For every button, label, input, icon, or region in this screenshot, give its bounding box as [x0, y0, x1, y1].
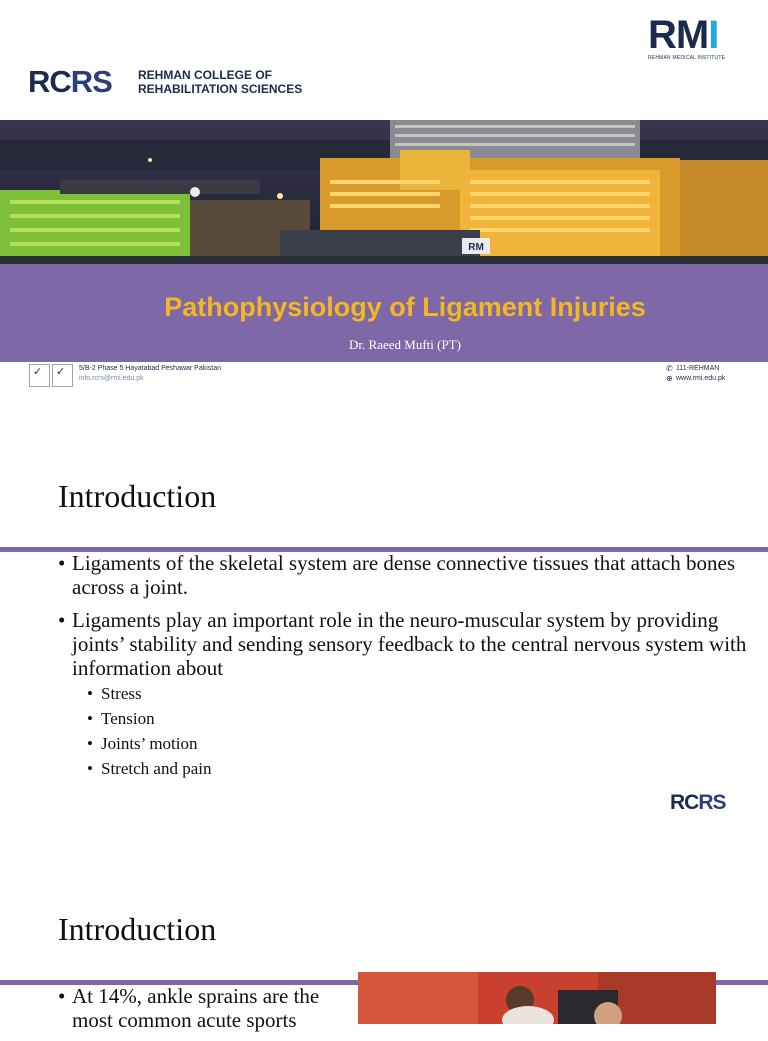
rmi-logo: RMI REHMAN MEDICAL INSTITUTE — [648, 16, 740, 60]
sub-bullet-item: • Stress — [87, 684, 387, 704]
slide-3-title: Introduction — [58, 911, 217, 947]
campus-night-photo — [0, 120, 768, 266]
rcrs-name-line1: REHMAN COLLEGE OF — [138, 68, 272, 82]
banner-rm-sign: RM — [468, 242, 484, 253]
footer-phone: 111-REHMAN — [676, 365, 720, 372]
rmi-logo-subtitle: REHMAN MEDICAL INSTITUTE — [648, 55, 726, 61]
bullet-item: • Ligaments of the skeletal system are dense connective tissues that attach bones across a joint. — [58, 551, 748, 599]
footer-website: www.rmi.edu.pk — [676, 375, 726, 382]
slide-2-sub-bullets — [87, 684, 387, 784]
sub-bullet-item: • Tension — [87, 709, 387, 729]
certification-badge-icon: ✓ — [29, 364, 50, 387]
slide-3-bullets — [58, 984, 358, 1041]
globe-icon: ⊕ — [666, 374, 673, 383]
sub-bullet-item: • Stretch and pain — [87, 759, 387, 779]
slide-2-title: Introduction — [58, 478, 217, 514]
bullet-item: • At 14%, ankle sprains are the most common acute sports — [58, 984, 358, 1032]
certification-badge-icon: ✓ — [52, 364, 73, 387]
footer-email: info.rcrs@rmi.edu.pk — [79, 375, 144, 382]
presenter-name: Dr. Raeed Mufti (PT) — [349, 337, 461, 352]
slide-title: Pathophysiology of Ligament Injuries — [164, 292, 646, 322]
rcrs-small-logo: RCRS — [670, 791, 726, 814]
bullet-item: • Ligaments play an important role in the neuro-muscular system by providing joints’ stability and sending sensory feedback to the central nervous system with information about — [58, 608, 748, 680]
rcrs-logo: RCRS REHMAN COLLEGE OF REHABILITATION SCIENCES — [28, 64, 303, 99]
sub-bullet-item: • Joints’ motion — [87, 734, 387, 754]
phone-icon: ✆ — [666, 364, 673, 373]
slide-2-bullets — [58, 551, 748, 689]
sports-photo — [358, 972, 716, 1024]
footer-address: 5/B-2 Phase 5 Hayatabad Peshawar Pakistan — [79, 365, 222, 372]
rcrs-name-line2: REHABILITATION SCIENCES — [138, 82, 303, 96]
